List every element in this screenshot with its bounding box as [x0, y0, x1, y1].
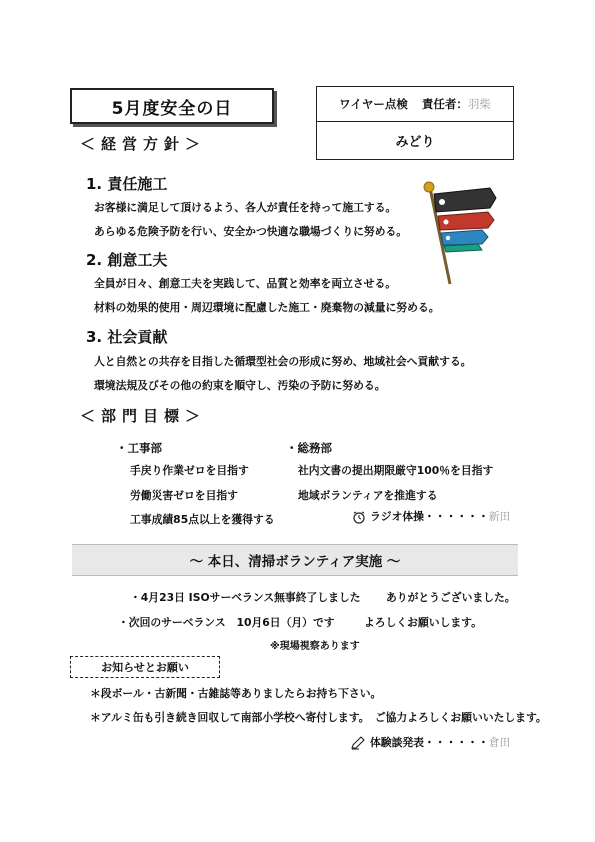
wire-check-header: [317, 87, 513, 122]
policy-item-3-title: 3. 社会貢献: [86, 328, 168, 346]
koinobori-illustration: [410, 178, 500, 288]
notice-heading: お知らせとお願い: [101, 661, 189, 674]
policy-item-1-title: 1. 責任施工: [86, 175, 168, 193]
notice-line-1: ＊段ボール・古新聞・古雑誌等ありましたらお持ち下さい。: [90, 687, 382, 700]
experience-talk-name: 倉田: [488, 736, 511, 749]
experience-talk-label: 体験談発表・・・・・・: [370, 736, 489, 749]
wire-check-value: みどり: [395, 134, 435, 150]
pen-icon: [350, 736, 366, 750]
responsible-field: [422, 96, 491, 112]
policy-item-1-line-1: お客様に満足して頂けるよう、各人が責任を持って施工する。: [94, 201, 397, 214]
policy-item-3-line-2: 環境法規及びその他の約束を順守し、汚染の予防に努める。: [94, 379, 386, 392]
general-goal-2: 地域ボランティアを推進する: [298, 489, 438, 502]
wire-check-label: ワイヤー点検: [339, 97, 408, 111]
surveillance-note: ※現場視察あります: [270, 641, 360, 652]
pole-top-ball: [424, 182, 434, 192]
construction-goal-1: 手戻り作業ゼロを目指す: [130, 464, 249, 477]
surveillance-thanks: ありがとうございました。: [386, 591, 516, 604]
experience-talk: [350, 735, 510, 750]
general-dept-title: ・総務部: [286, 441, 332, 455]
policy-item-2-title: 2. 創意工夫: [86, 251, 168, 269]
radio-exercise: [352, 509, 510, 524]
black-carp: [434, 188, 496, 212]
responsible-name: 羽柴: [467, 97, 491, 111]
construction-goal-3: 工事成績85点以上を獲得する: [130, 513, 275, 526]
blue-carp: [441, 230, 488, 245]
dept-heading: ＜部門目標＞: [80, 407, 207, 425]
policy-heading: ＜経営方針＞: [80, 135, 207, 153]
construction-goal-2: 労働災害ゼロを目指す: [130, 489, 238, 502]
notice-line-2: ＊アルミ缶も引き続き回収して南部小学校へ寄付します。 ご協力よろしくお願いいたします。: [90, 711, 547, 724]
green-streamer: [444, 244, 482, 252]
page-title-box: [70, 88, 274, 124]
alarm-clock-icon: [352, 510, 366, 524]
page-title: 5月度安全の日: [111, 98, 233, 119]
notice-heading-box: [70, 656, 220, 678]
surveillance-line-2: ・次回のサーベランス 10月6日（月）です: [118, 616, 335, 629]
policy-item-2-line-2: 材料の効果的使用・周辺環境に配慮した施工・廃棄物の減量に努める。: [94, 301, 440, 314]
radio-exercise-label: ラジオ体操・・・・・・: [370, 510, 489, 523]
policy-item-3-line-1: 人と自然との共存を目指した循環型社会の形成に努め、地域社会へ貢献する。: [94, 355, 472, 368]
red-carp: [438, 212, 494, 230]
surveillance-request: よろしくお願いします。: [364, 616, 482, 629]
radio-exercise-name: 新田: [488, 510, 511, 523]
policy-item-1-line-2: あらゆる危険予防を行い、安全かつ快適な職場づくりに努める。: [94, 225, 408, 238]
surveillance-line-1: ・4月23日 ISOサーベランス無事終了しました: [130, 591, 361, 604]
general-goal-1: 社内文書の提出期限厳守100％を目指す: [298, 464, 494, 477]
cleanup-volunteer-banner: ～ 本日、清掃ボランティア実施 ～: [72, 544, 518, 576]
policy-item-2-line-1: 全員が日々、創意工夫を実践して、品質と効率を両立させる。: [94, 277, 397, 290]
responsible-label: 責任者：: [421, 97, 468, 111]
wire-check-box: [316, 86, 514, 160]
construction-dept-title: ・工事部: [116, 441, 162, 455]
